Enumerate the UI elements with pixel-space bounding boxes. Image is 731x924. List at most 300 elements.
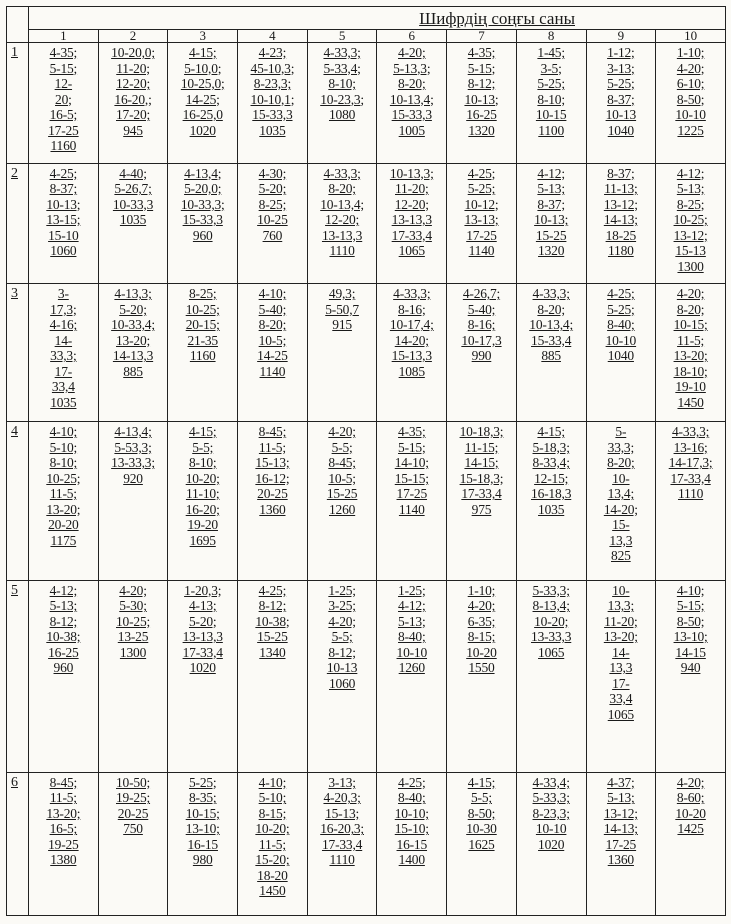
- cell-entry: 33,3;: [607, 439, 635, 455]
- cell-total: 1065: [607, 706, 634, 722]
- cell-entry: 4-20;: [676, 60, 705, 76]
- cell-entry: 5-5;: [192, 439, 214, 455]
- cell-entry: 10-10,1;: [250, 91, 295, 107]
- table-cell: [238, 284, 308, 422]
- table-cell: [168, 284, 238, 422]
- cell-entry: 15-33,4: [531, 332, 572, 348]
- cell-entry: 13-10;: [673, 629, 708, 645]
- cell-entry: 11-5;: [49, 486, 77, 502]
- cell-entry: 4-20;: [328, 424, 356, 440]
- table-cell: [656, 422, 726, 580]
- cell-entry: 10-23,3;: [320, 91, 364, 107]
- cell-entry: 5-13;: [607, 790, 635, 806]
- cell-entry: 16-20;: [185, 501, 220, 517]
- table-cell: [377, 772, 447, 915]
- table-cell: [377, 580, 447, 772]
- table-title: Шифрдің соңғы саны: [29, 7, 726, 30]
- cell-entry: 3-: [57, 286, 69, 302]
- cell-entry: 11-5;: [258, 439, 286, 455]
- cell-entry: 13-13,3: [391, 212, 432, 228]
- cell-entry: 8-20;: [328, 181, 356, 197]
- cell-entry: 5-13,3;: [393, 60, 431, 76]
- table-cell: [447, 284, 517, 422]
- column-header-10: 10: [656, 30, 726, 43]
- cell-total: 1020: [538, 836, 565, 852]
- cell-entry: 15-20;: [255, 852, 290, 868]
- cell-total: 1260: [328, 501, 356, 517]
- table-cell: [516, 163, 586, 284]
- cell-entry: 5-40;: [258, 301, 287, 317]
- column-header-1: 1: [29, 30, 99, 43]
- cell-total: 1080: [328, 107, 356, 122]
- cell-entry: 5-10,0;: [184, 60, 222, 76]
- cell-entry: 5-15;: [676, 598, 705, 614]
- cell-entry: 4-25;: [398, 774, 426, 790]
- cell-entry: 8-20;: [607, 455, 635, 471]
- cell-entry: 10-10: [675, 107, 706, 122]
- cell-entry: 5-33,3;: [532, 582, 570, 598]
- table-cell: [307, 580, 377, 772]
- cipher-table: [6, 6, 726, 916]
- cell-entry: 14-10;: [394, 455, 429, 471]
- cell-entry: 5-20;: [188, 613, 217, 629]
- cell-total: 975: [471, 501, 492, 517]
- cell-entry: 4-20;: [398, 45, 426, 60]
- cell-total: 1550: [468, 660, 495, 676]
- table-cell: [168, 580, 238, 772]
- cell-entry: 19-25;: [116, 790, 151, 806]
- cell-entry: 10-12;: [464, 196, 499, 212]
- table-cell: [307, 163, 377, 284]
- table-cell: [516, 772, 586, 915]
- cell-entry: 13-13,3: [321, 227, 363, 243]
- cell-entry: 13,3;: [607, 598, 635, 614]
- cell-entry: 1-10;: [676, 45, 705, 60]
- cell-entry: 5-5;: [331, 439, 353, 455]
- cell-entry: 10-13;: [464, 91, 499, 107]
- cell-total: 1005: [398, 122, 425, 138]
- table-cell: [168, 772, 238, 915]
- cell-entry: 8-50;: [467, 805, 496, 821]
- cell-entry: 11-15;: [464, 439, 499, 455]
- table-cell: [98, 43, 168, 164]
- cell-entry: 16-15: [396, 836, 428, 852]
- cell-entry: 3-13;: [607, 60, 635, 76]
- cell-total: 825: [611, 548, 631, 564]
- cell-entry: 10-33,4;: [111, 317, 155, 333]
- cell-entry: 13-12;: [673, 227, 708, 243]
- cell-entry: 5-25;: [188, 774, 217, 790]
- cell-entry: 10-50;: [116, 774, 151, 790]
- table-cell: [307, 422, 377, 580]
- cell-total: 940: [680, 660, 701, 676]
- cell-entry: 13-12;: [603, 805, 638, 821]
- cell-entry: 8-40;: [398, 790, 426, 806]
- table-cell: [516, 284, 586, 422]
- cell-entry: 10-10: [605, 332, 637, 348]
- cell-entry: 5-13;: [49, 598, 78, 614]
- cell-entry: 5-5;: [470, 790, 492, 806]
- cell-entry: 13-13,3: [182, 629, 223, 645]
- cell-entry: 5-25;: [607, 76, 635, 91]
- cell-entry: 10-33,3;: [180, 196, 225, 212]
- cell-entry: 14-: [54, 332, 73, 348]
- cell-entry: 10-15: [535, 107, 567, 122]
- cell-entry: 4-37;: [607, 774, 635, 790]
- cell-entry: 4-10;: [258, 774, 287, 790]
- cell-entry: 8-16;: [398, 301, 426, 317]
- cell-entry: 8-37;: [49, 181, 78, 197]
- table-cell: [586, 580, 656, 772]
- table-cell: [238, 163, 308, 284]
- cell-entry: 10-: [612, 470, 630, 486]
- column-header-5: 5: [307, 30, 377, 43]
- cell-entry: 4-33,3;: [671, 424, 710, 440]
- cell-entry: 11-20;: [604, 613, 638, 629]
- cell-entry: 4-25;: [467, 165, 496, 181]
- cell-entry: 10-10: [396, 644, 428, 660]
- cell-entry: 4-33,3;: [323, 165, 361, 181]
- cell-entry: 16-20,;: [114, 91, 152, 107]
- cell-total: 1020: [189, 122, 216, 138]
- column-header-3: 3: [168, 30, 238, 43]
- cell-total: 945: [123, 122, 143, 138]
- table-cell: [377, 284, 447, 422]
- cell-total: 990: [471, 348, 492, 364]
- corner-cell: [7, 7, 29, 43]
- cell-total: 1035: [50, 394, 77, 410]
- table-cell: [656, 580, 726, 772]
- cell-entry: 15-13,3: [391, 348, 432, 364]
- cell-entry: 15-25: [326, 486, 358, 502]
- cell-entry: 13,3: [609, 532, 633, 548]
- cell-total: 1100: [538, 122, 564, 138]
- cell-entry: 20-20: [48, 517, 79, 533]
- table-cell: [377, 43, 447, 164]
- cell-entry: 11-5;: [258, 836, 286, 852]
- cell-entry: 10-30: [466, 821, 497, 837]
- cell-entry: 10-13,4;: [389, 91, 434, 107]
- cell-entry: 15-25: [535, 227, 567, 243]
- table-cell: [168, 43, 238, 164]
- cell-entry: 16-15: [187, 836, 218, 852]
- row-label: 6: [7, 772, 29, 915]
- cell-total: 1425: [677, 821, 704, 837]
- cell-total: 1225: [677, 122, 704, 138]
- cell-entry: 8-25;: [676, 196, 705, 212]
- cell-total: 1180: [607, 243, 634, 259]
- row-label: 5: [7, 580, 29, 772]
- cell-entry: 8-37;: [607, 91, 635, 107]
- cell-entry: 5-: [615, 424, 627, 440]
- table-cell: [656, 284, 726, 422]
- cell-total: 1035: [259, 122, 286, 138]
- cell-entry: 10-13: [605, 107, 637, 122]
- cell-entry: 5-13;: [676, 181, 705, 197]
- cell-entry: 4-35;: [398, 424, 426, 440]
- cell-entry: 13-20;: [46, 501, 81, 517]
- cell-entry: 5-15;: [398, 439, 426, 455]
- cell-entry: 1-25;: [328, 582, 356, 598]
- cell-entry: 10-38;: [255, 613, 290, 629]
- table-cell: [586, 163, 656, 284]
- cell-entry: 14-15: [675, 644, 706, 660]
- cell-entry: 10-20;: [534, 613, 569, 629]
- cell-entry: 10-25: [257, 212, 288, 228]
- table-cell: [447, 580, 517, 772]
- cell-entry: 16-5;: [49, 107, 78, 122]
- cell-entry: 10-15;: [185, 805, 220, 821]
- cell-entry: 17-25: [48, 122, 79, 138]
- table-cell: [98, 580, 168, 772]
- cell-entry: 4-12;: [398, 598, 426, 614]
- cell-entry: 8-40;: [607, 317, 635, 333]
- cell-entry: 4-13,4;: [114, 424, 152, 440]
- cell-entry: 4-15;: [188, 424, 217, 440]
- cell-entry: 14-13;: [603, 212, 638, 228]
- cell-entry: 5-30;: [119, 598, 147, 614]
- cell-total: 960: [192, 227, 213, 243]
- cell-entry: 20-25: [117, 805, 149, 821]
- cell-total: 1160: [50, 138, 77, 153]
- cell-entry: 33,4: [51, 379, 75, 395]
- cell-entry: 8-10;: [49, 455, 78, 471]
- cell-entry: 11-5;: [49, 790, 77, 806]
- cell-entry: 4-13,4;: [184, 165, 222, 181]
- cell-entry: 8-45;: [258, 424, 287, 440]
- cell-entry: 5-20,0;: [184, 181, 222, 197]
- cell-entry: 13-20;: [46, 805, 81, 821]
- cell-entry: 4-33,3;: [323, 45, 361, 60]
- column-header-4: 4: [238, 30, 308, 43]
- cell-entry: 21-35: [187, 332, 218, 348]
- cell-total: 1065: [538, 644, 565, 660]
- cell-entry: 10-13: [326, 660, 358, 676]
- table-cell: [656, 163, 726, 284]
- table-row: [7, 772, 726, 915]
- cell-entry: 17-20;: [116, 107, 151, 122]
- cell-entry: 8-13,4;: [532, 598, 570, 614]
- cell-entry: 20-25: [257, 486, 288, 502]
- cell-entry: 45-10,3;: [250, 60, 295, 76]
- cell-entry: 1-20,3;: [184, 582, 222, 598]
- cell-total: 1300: [119, 644, 147, 660]
- cell-entry: 13-20;: [116, 332, 151, 348]
- cell-entry: 8-20;: [537, 301, 565, 317]
- cell-entry: 4-16;: [49, 317, 78, 333]
- cell-total: 885: [541, 348, 561, 364]
- table-cell: [98, 422, 168, 580]
- cell-entry: 4-20;: [467, 598, 496, 614]
- cell-entry: 11-20;: [116, 60, 150, 76]
- cell-entry: 4-12;: [49, 582, 78, 598]
- cell-total: 1140: [398, 501, 425, 517]
- cell-entry: 11-13;: [604, 181, 638, 197]
- cell-entry: 4-33,3;: [393, 286, 431, 302]
- table-cell: [447, 772, 517, 915]
- cell-entry: 15-33,3: [182, 212, 223, 228]
- cell-entry: 17-33,4: [182, 644, 223, 660]
- cell-total: 1175: [50, 532, 77, 548]
- cell-entry: 16-25,0: [182, 107, 223, 122]
- cell-entry: 10-20,0;: [111, 45, 155, 60]
- cell-entry: 5-53,3;: [114, 439, 152, 455]
- cell-entry: 8-12;: [258, 598, 287, 614]
- cell-entry: 15-13;: [325, 805, 360, 821]
- cell-total: 1360: [259, 501, 286, 517]
- cell-total: 1450: [677, 394, 704, 410]
- cell-entry: 13,4;: [607, 486, 635, 502]
- cell-entry: 5-15;: [49, 60, 78, 76]
- cell-entry: 49,3;: [328, 286, 356, 302]
- cell-entry: 5-26,7;: [114, 181, 152, 197]
- cell-entry: 33,4: [609, 691, 633, 707]
- cell-entry: 8-33,4;: [532, 455, 570, 471]
- cell-entry: 14-25;: [185, 91, 220, 107]
- cell-entry: 17-33,4: [461, 486, 502, 502]
- cell-entry: 18-20: [257, 867, 288, 883]
- cell-entry: 8-37;: [537, 196, 565, 212]
- cell-total: 1020: [189, 660, 216, 676]
- cell-total: 960: [53, 660, 74, 676]
- cell-entry: 8-25;: [258, 196, 287, 212]
- table-row: [7, 43, 726, 164]
- cell-entry: 17-33,4: [391, 227, 432, 243]
- cell-entry: 4-33,4;: [532, 774, 570, 790]
- cell-total: 1450: [259, 883, 286, 899]
- row-label: 3: [7, 284, 29, 422]
- table-cell: [168, 163, 238, 284]
- cell-entry: 15-13;: [255, 455, 290, 471]
- table-cell: [238, 772, 308, 915]
- cell-entry: 8-20;: [676, 301, 705, 317]
- table-cell: [98, 163, 168, 284]
- cell-entry: 5-10;: [258, 790, 287, 806]
- cell-entry: 13-20;: [673, 348, 708, 364]
- cell-entry: 5-10;: [49, 439, 78, 455]
- cell-entry: 17-33,4: [670, 470, 711, 486]
- cell-entry: 12-: [54, 76, 73, 91]
- cell-total: 980: [192, 852, 213, 868]
- cell-entry: 13-20;: [603, 629, 638, 645]
- cell-entry: 13-10;: [185, 821, 220, 837]
- cell-entry: 14-15;: [464, 455, 499, 471]
- table-cell: [307, 284, 377, 422]
- cell-entry: 4-30;: [258, 165, 287, 181]
- cell-entry: 11-5;: [677, 332, 705, 348]
- cell-entry: 8-15;: [467, 629, 496, 645]
- cell-entry: 13-12;: [603, 196, 638, 212]
- column-header-6: 6: [377, 30, 447, 43]
- cell-entry: 10-10: [535, 821, 567, 837]
- cell-total: 1695: [189, 532, 216, 548]
- cell-entry: 4-15;: [537, 424, 565, 440]
- table-cell: [586, 284, 656, 422]
- cell-entry: 20-15;: [185, 317, 220, 333]
- cell-entry: 15-13: [675, 243, 706, 259]
- cell-entry: 10-20: [675, 805, 706, 821]
- table-cell: [516, 43, 586, 164]
- cell-entry: 4-20;: [676, 774, 705, 790]
- cell-entry: 14-20;: [603, 501, 638, 517]
- cell-entry: 5-15;: [467, 60, 496, 76]
- cell-entry: 15-10: [48, 227, 79, 243]
- table-cell: [377, 163, 447, 284]
- cell-total: 1035: [119, 212, 147, 228]
- cell-entry: 3-25;: [328, 598, 356, 614]
- cell-entry: 8-12;: [328, 644, 356, 660]
- cell-entry: 16-12;: [255, 470, 290, 486]
- table-cell: [447, 422, 517, 580]
- cell-total: 1320: [538, 243, 565, 259]
- cell-total: 920: [123, 470, 143, 486]
- cell-entry: 4-15;: [188, 45, 217, 60]
- table-cell: [377, 422, 447, 580]
- cell-entry: 5-20;: [258, 181, 287, 197]
- cell-entry: 10-: [612, 582, 630, 598]
- cell-total: 1040: [607, 348, 634, 364]
- cell-entry: 18-10;: [673, 363, 708, 379]
- cell-entry: 13-33,3;: [111, 455, 155, 471]
- cell-entry: 8-10;: [188, 455, 217, 471]
- cell-entry: 14-17,3;: [668, 455, 713, 471]
- cell-entry: 5-13;: [398, 613, 426, 629]
- table-cell: [238, 43, 308, 164]
- cell-entry: 13-13;: [464, 212, 499, 228]
- table-cell: [307, 43, 377, 164]
- cell-total: 1085: [398, 363, 425, 379]
- cell-entry: 10-13;: [534, 212, 569, 228]
- cell-entry: 8-20;: [398, 76, 426, 91]
- cell-entry: 17-25: [396, 486, 428, 502]
- cell-entry: 8-10;: [328, 76, 356, 91]
- cell-entry: 10-25;: [673, 212, 708, 228]
- cell-entry: 15-25: [257, 629, 288, 645]
- cell-entry: 12-20;: [394, 196, 429, 212]
- cell-entry: 4-20,3;: [323, 790, 361, 806]
- cell-entry: 10-5;: [258, 332, 287, 348]
- table-cell: [516, 580, 586, 772]
- table-cell: [98, 284, 168, 422]
- cell-total: 1140: [259, 363, 286, 379]
- cell-entry: 4-12;: [676, 165, 705, 181]
- cell-entry: 19-20: [187, 517, 218, 533]
- table-row: [7, 284, 726, 422]
- row-label: 2: [7, 163, 29, 284]
- cell-total: 1110: [329, 243, 355, 259]
- cell-entry: 8-60;: [676, 790, 705, 806]
- table-cell: [29, 772, 99, 915]
- row-label: 4: [7, 422, 29, 580]
- cell-total: 1065: [398, 243, 425, 259]
- table-cell: [447, 163, 517, 284]
- cell-entry: 4-23;: [258, 45, 287, 60]
- cell-entry: 4-33,3;: [532, 286, 570, 302]
- cell-entry: 5-20;: [119, 301, 147, 317]
- cell-total: 885: [123, 363, 143, 379]
- table-cell: [29, 163, 99, 284]
- table-cell: [238, 422, 308, 580]
- cell-entry: 10-25,0;: [180, 76, 225, 91]
- cell-entry: 4-25;: [258, 582, 287, 598]
- cell-entry: 10-38;: [46, 629, 81, 645]
- table-cell: [656, 772, 726, 915]
- cell-entry: 4-26,7;: [462, 286, 501, 302]
- cell-entry: 17-: [612, 675, 630, 691]
- cell-entry: 19-10: [675, 379, 706, 395]
- cell-entry: 4-10;: [258, 286, 287, 302]
- table-cell: [656, 43, 726, 164]
